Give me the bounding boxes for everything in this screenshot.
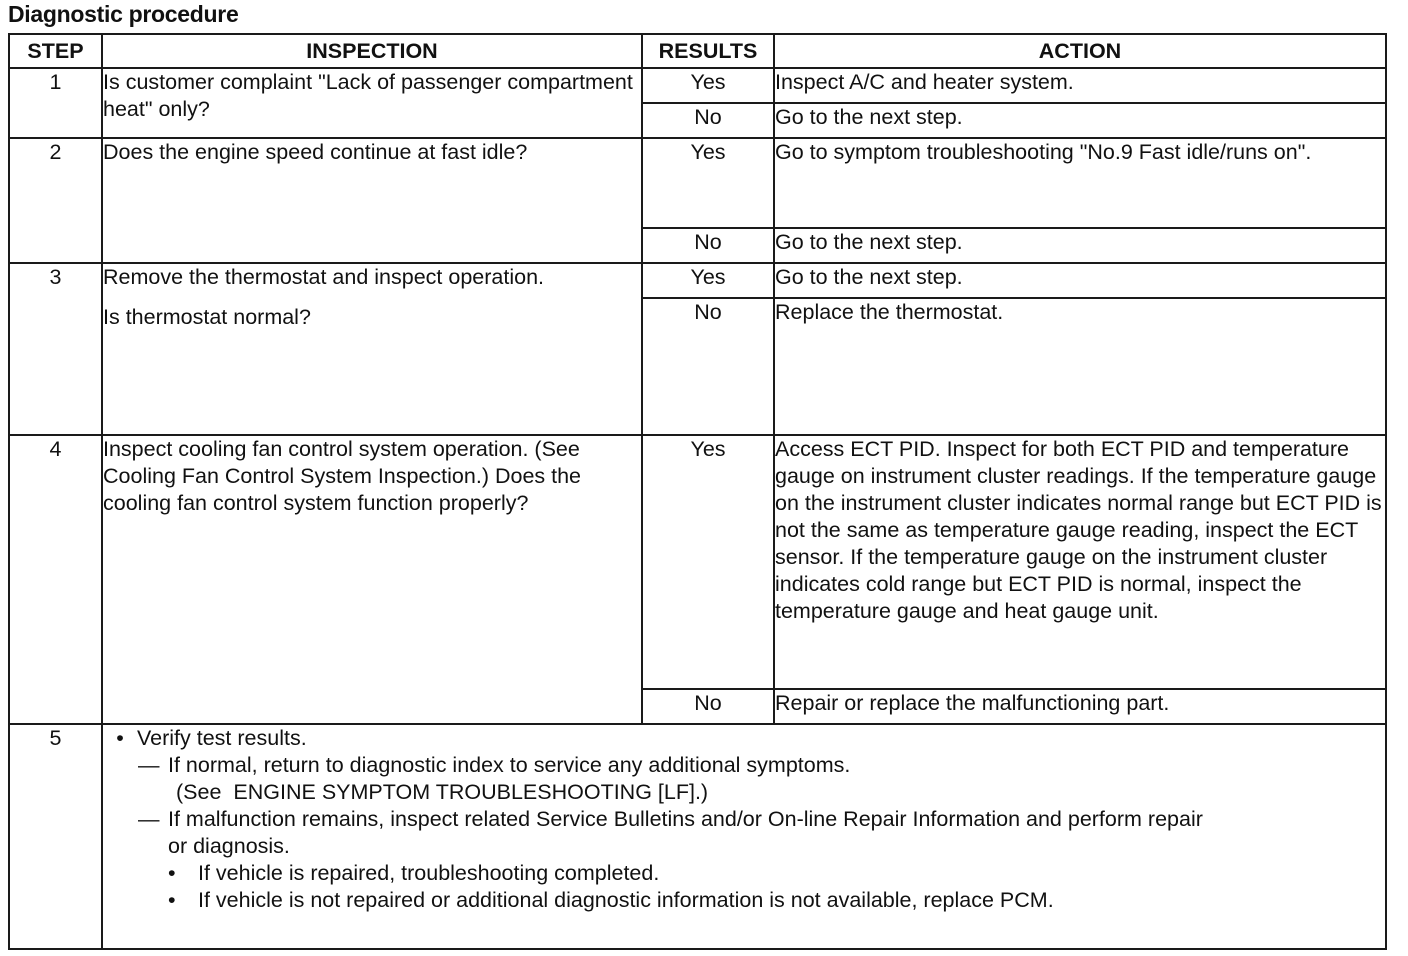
see-prefix: (See [176,780,222,804]
inspection-cell: Is customer complaint "Lack of passenger compartment heat" only? [102,68,642,138]
result-cell: Yes [642,435,774,689]
bullet-icon: • [168,861,176,885]
bullet-icon: • [116,726,124,750]
inspection-cell: Inspect cooling fan control system operation. (See Cooling Fan Control System Inspection.) Does the cooling fan control system function properly? [102,435,642,724]
header-action: ACTION [774,34,1386,68]
inspection-text: Remove the thermostat and inspect operation. [103,265,545,289]
inspection-cell: Does the engine speed continue at fast idle? [102,138,642,263]
result-cell: Yes [642,263,774,298]
action-cell: Replace the thermostat. [774,298,1386,435]
action-cell: Access ECT PID. Inspect for both ECT PID and temperature gauge on instrument cluster readings. If the temperature gauge on the instrument cluster indicates normal range but ECT PID is not the same as temperature gauge reading, inspect the ECT sensor. If the temperature gauge on the instrument cluster indicates cold range but ECT PID is normal, inspect the temperature gauge and heat gauge unit. [774,435,1386,689]
repaired-text: If vehicle is repaired, troubleshooting completed. [198,861,660,885]
inspection-question: Is thermostat normal? [103,305,311,329]
dash-icon: — [138,753,160,777]
header-results: RESULTS [642,34,774,68]
action-cell: Go to the next step. [774,263,1386,298]
action-cell: Repair or replace the malfunctioning part. [774,689,1386,724]
not-repaired-text: If vehicle is not repaired or additional diagnostic information is not available, replace PCM. [198,888,1054,912]
see-reference-link: ENGINE SYMPTOM TROUBLESHOOTING [LF].) [233,780,709,804]
table-row [9,724,1386,949]
list-item [103,725,1385,752]
if-normal-text: If normal, return to diagnostic index to service any additional symptoms. [168,753,851,777]
if-malfunction-continued: or diagnosis. [168,834,290,858]
result-cell: Yes [642,138,774,228]
result-cell: No [642,228,774,263]
list-item [103,887,1385,914]
step-number: 5 [9,724,102,949]
diagnostic-table [8,33,1387,950]
result-cell: No [642,298,774,435]
action-cell: Inspect A/C and heater system. [774,68,1386,103]
step-number: 4 [9,435,102,724]
final-step-cell [102,724,1386,949]
verify-text: Verify test results. [137,726,307,750]
header-inspection: INSPECTION [102,34,642,68]
result-cell: Yes [642,68,774,103]
result-cell: No [642,103,774,138]
table-row [9,435,1386,689]
table-row [9,68,1386,103]
see-reference [103,779,1385,806]
result-cell: No [642,689,774,724]
table-row [9,263,1386,298]
table-row [9,138,1386,228]
action-cell: Go to the next step. [774,228,1386,263]
step-number: 3 [9,263,102,435]
step-number: 1 [9,68,102,138]
bullet-icon: • [168,888,176,912]
action-cell: Go to symptom troubleshooting "No.9 Fast idle/runs on". [774,138,1386,228]
action-cell: Go to the next step. [774,103,1386,138]
header-step: STEP [9,34,102,68]
if-malfunction-text: If malfunction remains, inspect related Service Bulletins and/or On-line Repair Information and perform repair [168,807,1203,831]
page-title: Diagnostic procedure [8,1,239,27]
list-item [103,752,1385,779]
inspection-cell [102,263,642,435]
list-item [103,860,1385,887]
dash-icon: — [138,807,160,831]
list-item [103,806,1385,833]
step-number: 2 [9,138,102,263]
header-row [9,34,1386,68]
